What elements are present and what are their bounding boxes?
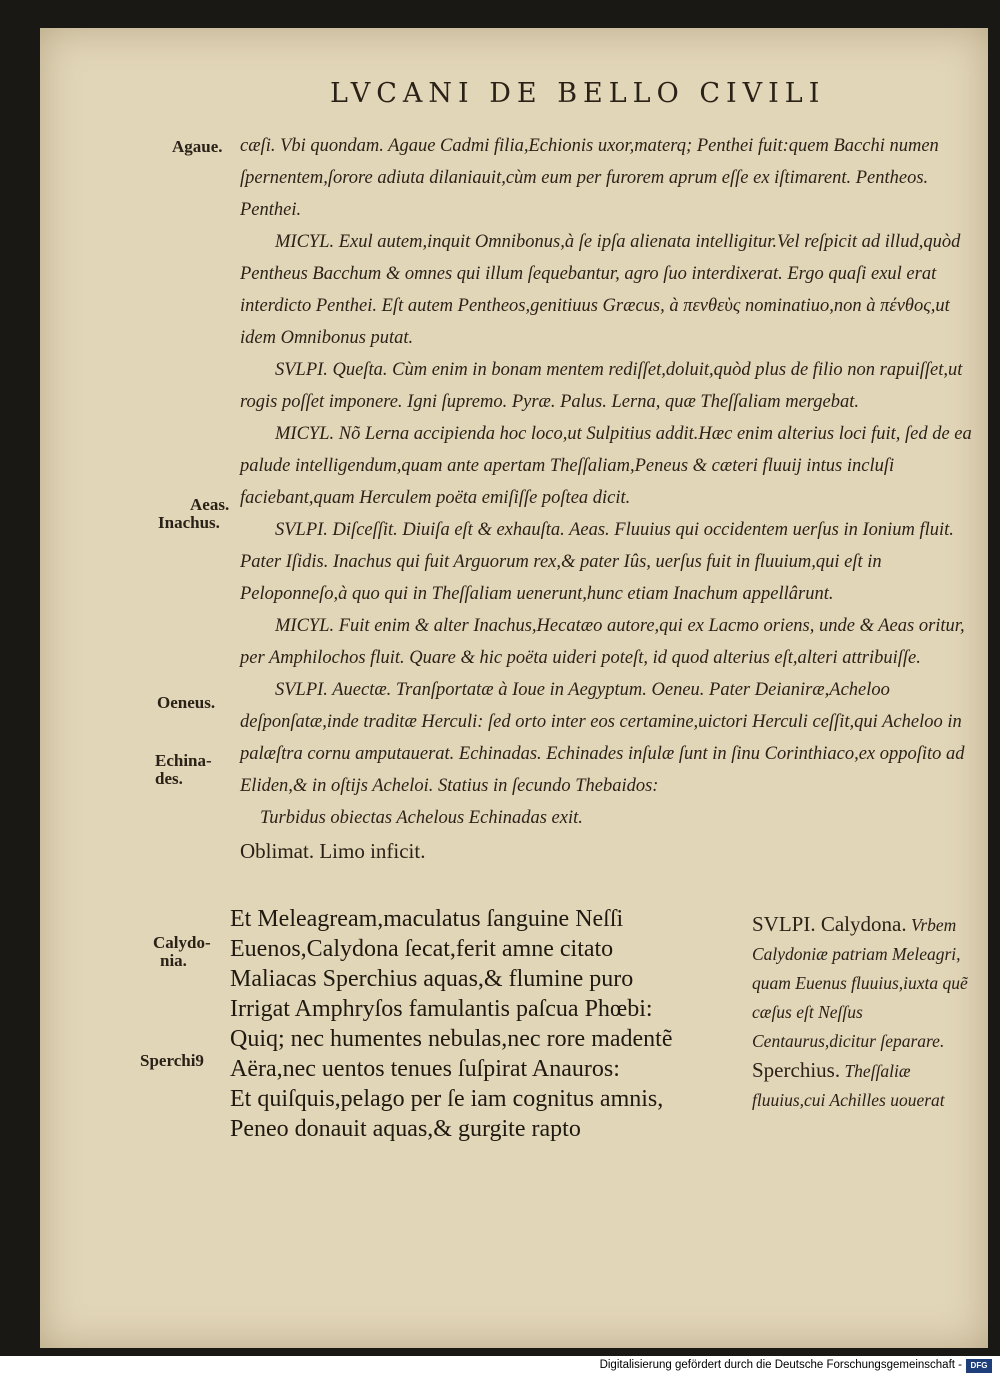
poem-line: Euenos,Calydona ſecat,ferit amne citato: [230, 936, 614, 962]
poem-line: Irrigat Amphryſos famulantis paſcua Phœbi:: [230, 996, 653, 1022]
lemma-oblimat: Oblimat. Limo inficit.: [240, 839, 426, 863]
poem-line: Peneo donauit aquas,& gurgite rapto: [230, 1116, 581, 1142]
commentary-paragraph: SVLPI. Queſta. Cùm enim in bonam mentem rediſſet,doluit,quòd plus de filio non rapuiſſet,ut rogis poſſet imponere. Igni ſupremo. Pyræ. Palus. Lerna, quæ Theſſaliam mergebat.: [240, 360, 963, 412]
margin-note-aeas: Aeas.: [190, 495, 230, 514]
commentary-paragraph: SVLPI. Auectæ. Tranſportatæ à Ioue in Aegyptum. Oeneu. Pater Deianiræ,Acheloo deſponſatæ,inde traditæ Herculi: ſed orto inter eos certamine,uictori Herculi ceſſit,qui Acheloo in palæſtra cornu amputauerat. Echinadas. Echinades inſulæ ſunt in ſinu Corinthiaco,ex oppoſito ad Eliden,& in oſtijs Acheloi. Statius in ſecundo Thebaidos:: [240, 680, 965, 796]
poem-line: Quiq; nec humentes nebulas,nec rore madentẽ: [230, 1026, 673, 1052]
commentary-paragraph: MICYL. Fuit enim & alter Inachus,Hecatæo autore,qui ex Lacmo oriens, unde & Aeas oritur, per Amphilochos fluit. Quare & hic poëta uideri poteſt, id quod alterius eſt,alteri attribuiſſe.: [240, 616, 965, 668]
margin-note-calydonia: Calydo-: [153, 933, 211, 952]
margin-note-agaue: Agaue.: [172, 137, 223, 156]
side-commentary: [752, 910, 977, 1115]
margin-note-echinades-2: des.: [155, 769, 183, 788]
commentary-paragraph: MICYL. Nõ Lerna accipienda hoc loco,ut Sulpitius addit.Hæc enim alterius loci fuit, ſed de ea palude intelligendum,quam ante apertam Theſſaliam,Peneus & cæteri fluuij intus incluſi faciebant,quam Herculem poëta emiſiſſe poſtea dicit.: [240, 424, 972, 508]
poem-line: Aëra,nec uentos tenues ſuſpirat Anauros:: [230, 1056, 620, 1082]
poem-line: Et quiſquis,pelago per ſe iam cognitus amnis,: [230, 1086, 664, 1112]
commentary-paragraph: cæſi. Vbi quondam. Agaue Cadmi filia,Echionis uxor,materq; Penthei fuit:quem Bacchi numen ſpernentem,ſorore adiuta dilaniauit,cùm eum per furorem aprum eſſe ex iſtimarent. Pentheos. Penthei.: [240, 136, 939, 220]
running-header: LVCANI DE BELLO CIVILI: [330, 78, 826, 109]
poem-line: Maliacas Sperchius aquas,& flumine puro: [230, 966, 634, 992]
margin-note-inachus: Inachus.: [158, 513, 220, 532]
side-comment-lead-2: Sperchius.: [752, 1058, 841, 1082]
dfg-logo-icon: DFG: [966, 1359, 992, 1373]
margin-note-calydonia-2: nia.: [160, 951, 187, 970]
commentary-paragraph: SVLPI. Diſceſſit. Diuiſa eſt & exhauſta. Aeas. Fluuius qui occidentem uerſus in Ionium fluit. Pater Iſidis. Inachus qui fuit Arguorum rex,& pater Iûs, uerſus fuit in fluuium,qui eſt in Peloponneſo,à quo qui in Theſſaliam uenerunt,hunc etiam Inachum appellârunt.: [240, 520, 954, 604]
side-comment-text-2: Theſſaliæ fluuius,cui Achilles uouerat: [752, 1061, 945, 1110]
margin-note-sperchius: Sperchi9: [140, 1051, 204, 1070]
footer-bar: [0, 1356, 1000, 1376]
poem-line: Et Meleagream,maculatus ſanguine Neſſi: [230, 906, 624, 932]
margin-note-echinades: Echina-: [155, 751, 212, 770]
commentary-paragraph: MICYL. Exul autem,inquit Omnibonus,à ſe ipſa alienata intelligitur.Vel reſpicit ad illud,quòd Pentheus Bacchum & omnes qui illum ſequebantur, agro ſuo interdixerat. Ergo quaſi exul erat interdicto Penthei. Eſt autem Pentheos,genitiuus Græcus, à πενθεὺς nominatiuo,non à πένθος,ut idem Omnibonus putat.: [240, 232, 961, 348]
side-comment-text: Vrbem Calydoniæ patriam Meleagri, quam Euenus fluuius,iuxta quẽ cæſus eſt Neſſus Centaurus,dicitur ſeparare.: [752, 915, 968, 1051]
poem-verses: [230, 904, 740, 1144]
margin-note-oeneus: Oeneus.: [157, 693, 216, 712]
statius-quote: Turbidus obiectas Achelous Echinadas exit.: [260, 808, 583, 828]
commentary-block: [240, 130, 985, 868]
side-comment-lead: SVLPI. Calydona.: [752, 912, 907, 936]
footer-credit: Digitalisierung gefördert durch die Deutsche Forschungsgemeinschaft -: [599, 1359, 962, 1371]
